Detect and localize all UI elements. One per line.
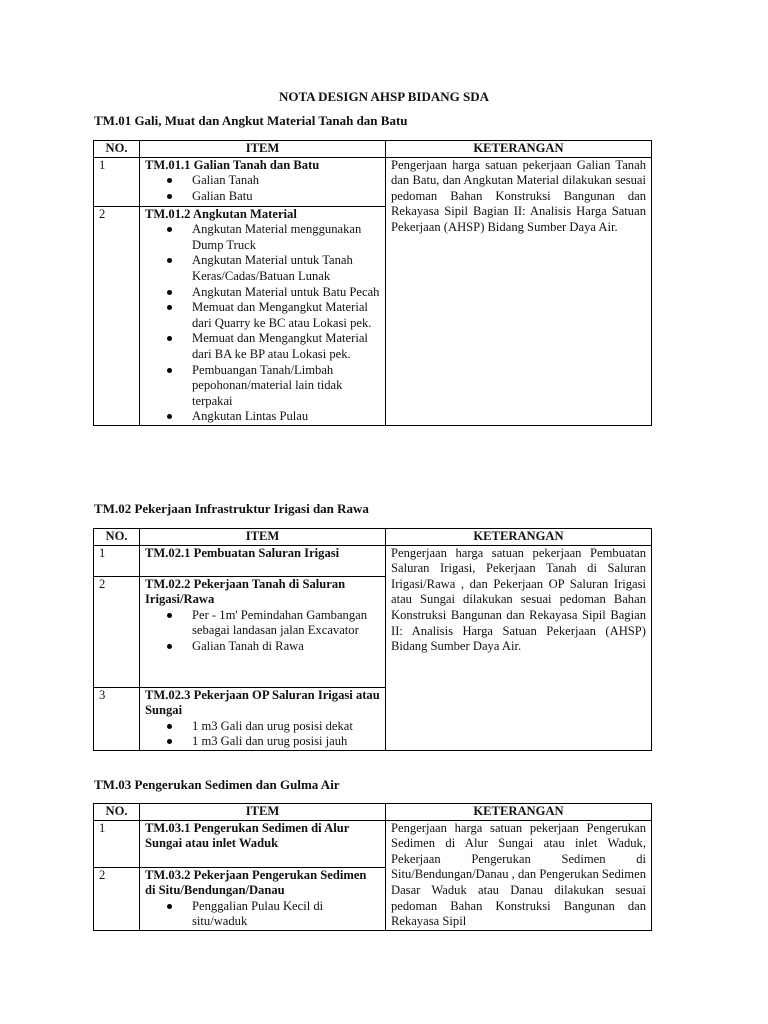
header-keterangan: KETERANGAN bbox=[386, 804, 652, 821]
header-keterangan: KETERANGAN bbox=[386, 141, 652, 158]
item-cell bbox=[140, 820, 386, 867]
list-item: 1 m3 Gali dan urug posisi jauh bbox=[192, 734, 380, 750]
bullet-list bbox=[145, 608, 380, 655]
keterangan-text: Pengerjaan harga satuan pekerjaan Pengerukan Sedimen di Alur Sungai atau inlet Waduk, Pekerjaan Pengerukan Sedimen di Situ/Bendungan/Danau , dan Pengerukan Sedimen Dasar Waduk atau Danau dilakukan sesuai pedoman Bahan Konstruksi Bangunan dan Rekayasa Sipil bbox=[391, 820, 646, 929]
table-tm02 bbox=[93, 528, 652, 751]
table-tm03 bbox=[93, 803, 652, 931]
list-item: Memuat dan Mengangkut Material dari BA ke BP atau Lokasi pek. bbox=[192, 331, 380, 362]
item-cell bbox=[140, 867, 386, 930]
item-title: TM.02.3 Pekerjaan OP Saluran Irigasi atau Sungai bbox=[145, 687, 380, 718]
bullet-list bbox=[145, 719, 380, 750]
keterangan-cell: Pengerjaan harga satuan pekerjaan Galian Tanah dan Batu, dan Angkutan Material dilakukan sesuai pedoman Bahan Konstruksi Bangunan dan Rekayasa Sipil Bagian II: Analisis Harga Satuan Pekerjaan (AHSP) Bidang Sumber Daya Air. bbox=[386, 157, 652, 425]
list-item: Pembuangan Tanah/Limbah pepohonan/material lain tidak terpakai bbox=[192, 363, 380, 410]
item-cell bbox=[140, 545, 386, 576]
table-header-row bbox=[94, 529, 652, 546]
table-row bbox=[94, 157, 652, 206]
table-header-row bbox=[94, 141, 652, 158]
row-number: 1 bbox=[94, 820, 140, 867]
keterangan-cell: Pengerjaan harga satuan pekerjaan Pembuatan Saluran Irigasi, Pekerjaan Tanah di Saluran Irigasi/Rawa , dan Pekerjaan OP Saluran Irigasi atau Sungai dilakukan sesuai pedoman Bahan Konstruksi Bangunan dan Rekayasa Sipil Bagian II: Analisis Harga Satuan Pekerjaan (AHSP) Bidang Sumber Daya Air. bbox=[386, 545, 652, 750]
section-heading-tm01: TM.01 Gali, Muat dan Angkut Material Tanah dan Batu bbox=[94, 113, 408, 128]
list-item: Galian Tanah di Rawa bbox=[192, 639, 380, 655]
list-item: Penggalian Pulau Kecil di situ/waduk bbox=[192, 899, 380, 930]
list-item: Memuat dan Mengangkut Material dari Quarry ke BC atau Lokasi pek. bbox=[192, 300, 380, 331]
header-no: NO. bbox=[94, 804, 140, 821]
table-header-row bbox=[94, 804, 652, 821]
table-row bbox=[94, 545, 652, 576]
item-title: TM.01.1 Galian Tanah dan Batu bbox=[145, 157, 320, 172]
list-item: Angkutan Material untuk Tanah Keras/Cadas/Batuan Lunak bbox=[192, 253, 380, 284]
header-item: ITEM bbox=[140, 529, 386, 546]
header-keterangan: KETERANGAN bbox=[386, 529, 652, 546]
list-item: Angkutan Lintas Pulau bbox=[192, 409, 380, 425]
header-item: ITEM bbox=[140, 804, 386, 821]
row-number: 2 bbox=[94, 206, 140, 425]
item-cell bbox=[140, 687, 386, 750]
item-title: TM.01.2 Angkutan Material bbox=[145, 206, 297, 221]
item-cell bbox=[140, 576, 386, 687]
section-heading-tm02: TM.02 Pekerjaan Infrastruktur Irigasi dan Rawa bbox=[94, 501, 369, 516]
list-item: Galian Batu bbox=[192, 189, 380, 205]
header-item: ITEM bbox=[140, 141, 386, 158]
list-item: 1 m3 Gali dan urug posisi dekat bbox=[192, 719, 380, 735]
bullet-list bbox=[145, 222, 380, 425]
list-item: Angkutan Material menggunakan Dump Truck bbox=[192, 222, 380, 253]
list-item: Per - 1m' Pemindahan Gambangan sebagai landasan jalan Excavator bbox=[192, 608, 380, 639]
bullet-list bbox=[145, 173, 380, 204]
table-tm01 bbox=[93, 140, 652, 426]
item-title: TM.02.1 Pembuatan Saluran Irigasi bbox=[145, 545, 340, 560]
bullet-list bbox=[145, 899, 380, 930]
page-title: NOTA DESIGN AHSP BIDANG SDA bbox=[279, 89, 489, 104]
item-title: TM.03.1 Pengerukan Sedimen di Alur Sungai atau inlet Waduk bbox=[145, 820, 350, 851]
list-item: Galian Tanah bbox=[192, 173, 380, 189]
row-number: 1 bbox=[94, 157, 140, 206]
row-number: 2 bbox=[94, 576, 140, 687]
list-item: Angkutan Material untuk Batu Pecah bbox=[192, 284, 380, 299]
row-number: 3 bbox=[94, 687, 140, 750]
table-row bbox=[94, 820, 652, 867]
row-number: 1 bbox=[94, 545, 140, 576]
item-title: TM.02.2 Pekerjaan Tanah di Saluran Irigasi/Rawa bbox=[145, 576, 346, 607]
header-no: NO. bbox=[94, 141, 140, 158]
item-cell bbox=[140, 206, 386, 425]
item-cell bbox=[140, 157, 386, 206]
keterangan-cell bbox=[386, 820, 652, 930]
section-heading-tm03: TM.03 Pengerukan Sedimen dan Gulma Air bbox=[94, 777, 340, 792]
item-title: TM.03.2 Pekerjaan Pengerukan Sedimen di Situ/Bendungan/Danau bbox=[145, 867, 367, 898]
row-number: 2 bbox=[94, 867, 140, 930]
header-no: NO. bbox=[94, 529, 140, 546]
